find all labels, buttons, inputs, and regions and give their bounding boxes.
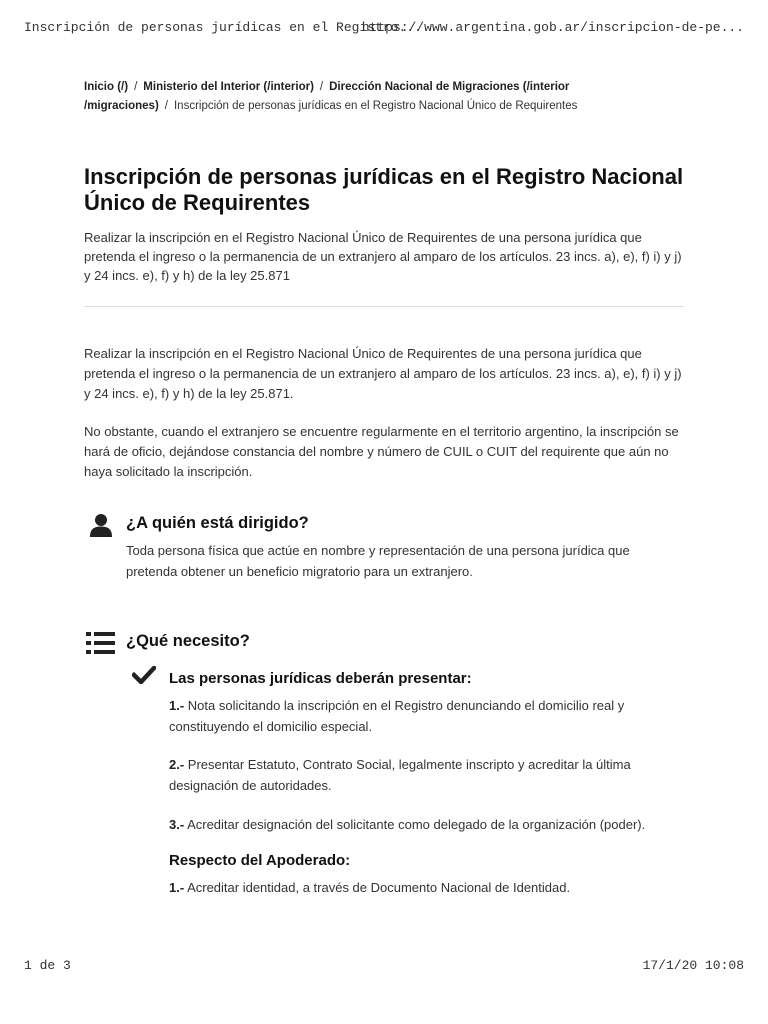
audience-text: Toda persona física que actúe en nombre y representación de una persona jurídica que pretenda obtener un beneficio migratorio para un extranjero.: [126, 543, 630, 579]
audience-title: ¿A quién está dirigido?: [126, 514, 309, 532]
list-item: [169, 814, 684, 835]
user-icon: [84, 512, 118, 542]
print-url[interactable]: https://www.argentina.gob.ar/inscripcion-de-pe...: [361, 20, 744, 35]
apoderado-title: Respecto del Apoderado:: [169, 852, 351, 869]
list-icon: [84, 631, 118, 661]
breadcrumb-separator: /: [319, 81, 324, 93]
item-text: Nota solicitando la inscripción en el Registro denunciando el domicilio real y constituyendo el domicilio especial.: [169, 698, 625, 734]
checkmark-icon: [132, 666, 156, 686]
item-number: 3.-: [169, 817, 185, 832]
requirements-subtitle: Las personas jurídicas deberán presentar:: [169, 670, 472, 687]
item-text: Acreditar identidad, a través de Documento Nacional de Identidad.: [187, 880, 571, 895]
item-number: 1.-: [169, 698, 185, 713]
print-header: [0, 20, 768, 40]
item-number: 1.-: [169, 880, 185, 895]
item-text: Presentar Estatuto, Contrato Social, legalmente inscripto y acreditar la última designación de autoridades.: [169, 757, 631, 793]
description-paragraph: Realizar la inscripción en el Registro Nacional Único de Requirentes de una persona jurídica que pretenda el ingreso o la permanencia de un extranjero al amparo de los artículos. 23 incs. a), e), f) i) y j) y 24 incs. e), f) y h) de la ley 25.871.: [84, 346, 682, 401]
breadcrumb-separator: /: [164, 100, 168, 112]
item-number: 2.-: [169, 757, 185, 772]
page-lead: Realizar la inscripción en el Registro Nacional Único de Requirentes de una persona jurídica que pretenda el ingreso o la permanencia de un extranjero al amparo de los artículos. 23 incs. a), e), f) i) y j) y 24 incs. e), f) y h) de la ley 25.871: [84, 230, 682, 283]
breadcrumb-link-interior[interactable]: Ministerio del Interior (/interior): [143, 81, 314, 93]
list-item: [169, 695, 684, 737]
print-page-title: Inscripción de personas jurídicas en el Registro...: [24, 20, 422, 35]
divider: [84, 306, 684, 307]
breadcrumb-link-migraciones[interactable]: Dirección Nacional de Migraciones (/interior: [329, 81, 570, 93]
page-title: Inscripción de personas jurídicas en el Registro Nacional Único de Requirentes: [84, 164, 684, 215]
requirements-title: ¿Qué necesito?: [126, 632, 250, 650]
breadcrumb-link-inicio[interactable]: Inicio (/): [84, 81, 129, 93]
list-item: [169, 754, 684, 796]
print-datetime: 17/1/20 10:08: [642, 958, 744, 973]
print-footer: [0, 958, 768, 978]
description-paragraph-note: No obstante, cuando el extranjero se encuentre regularmente en el territorio argentino, la inscripción se hará de oficio, dejándose constancia del nombre y número de CUIL o CUIT del requirente que aún no haya solicitado la inscripción.: [84, 424, 679, 479]
breadcrumb-current: Inscripción de personas jurídicas en el Registro Nacional Único de Requirentes: [173, 100, 578, 112]
item-text: Acreditar designación del solicitante como delegado de la organización (poder).: [187, 817, 646, 832]
list-item: [169, 877, 684, 898]
breadcrumb-separator: /: [134, 81, 138, 93]
breadcrumb: [84, 78, 684, 116]
page-number: 1 de 3: [24, 958, 71, 973]
breadcrumb-link-migraciones-cont[interactable]: /migraciones): [84, 100, 159, 112]
